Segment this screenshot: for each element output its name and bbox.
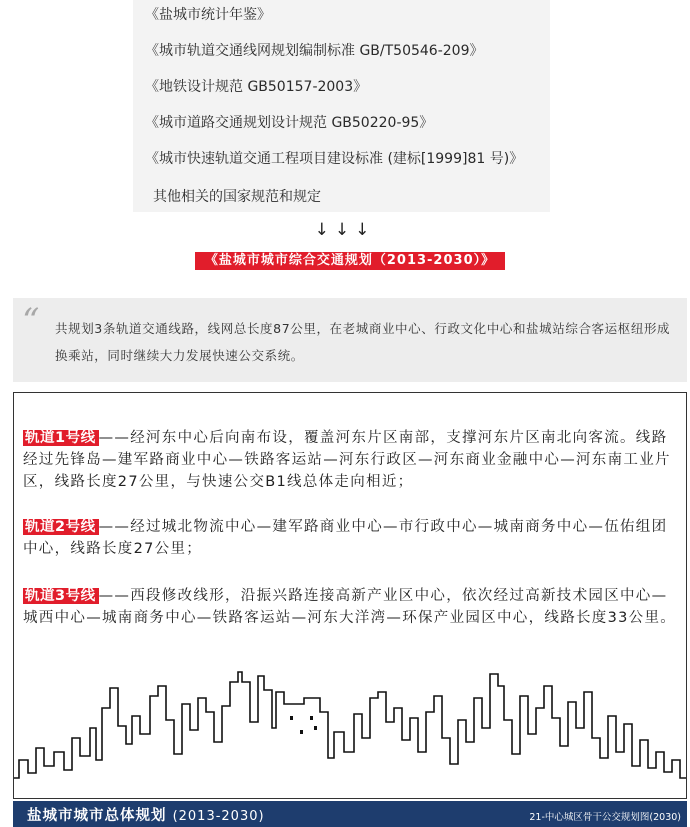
footer-title-main: 盐城市城市总体规划: [27, 808, 167, 824]
reference-item: 《地铁设计规范 GB50157-2003》: [145, 79, 368, 95]
reference-item: 其他相关的国家规范和规定: [153, 189, 321, 205]
rail-line-1: [23, 427, 683, 493]
footer-title: [27, 804, 265, 825]
skyline-window: [300, 730, 303, 734]
reference-item: 《城市快速轨道交通工程项目建设标准 (建标[1999]81 号)》: [145, 151, 524, 167]
skyline-window: [310, 716, 313, 720]
result-title: 《盐城市城市综合交通规划（2013-2030）》: [195, 252, 505, 270]
footer-page-label: 21-中心城区骨干公交规划图(2030): [529, 812, 681, 823]
skyline-window: [314, 726, 317, 730]
rail-line-3: [23, 585, 683, 629]
line-label: 轨道3号线: [23, 588, 99, 604]
reference-list: [133, 0, 550, 212]
footer-bar: [13, 801, 687, 827]
quote-text: 共规划3条轨道交通线路，线网总长度87公里，在老城商业中心、行政文化中心和盐城站综合客运枢纽形成换乘站，同时继续大力发展快速公交系统。: [55, 321, 671, 363]
line-label: 轨道1号线: [23, 430, 99, 446]
line-label: 轨道2号线: [23, 519, 99, 535]
reference-item: 《城市道路交通规划设计规范 GB50220-95》: [145, 115, 434, 131]
footer-title-years: (2013-2030): [172, 809, 265, 824]
line-description: ——西段修改线形，沿振兴路连接高新产业区中心，依次经过高新技术园区中心—城西中心—城南商务中心—铁路客运站—河东大洋湾—环保产业园区中心，线路长度33公里。: [23, 588, 677, 626]
rail-line-2: [23, 516, 683, 560]
down-arrows-icon: ↓↓↓: [314, 220, 376, 240]
reference-item: 《城市轨道交通线网规划编制标准 GB/T50546-209》: [145, 43, 484, 59]
reference-item: 《盐城市统计年鉴》: [145, 7, 271, 23]
line-description: ——经过城北物流中心—建军路商业中心—市行政中心—城南商务中心—伍佑组团中心，线路长度27公里；: [23, 519, 668, 557]
city-skyline-illustration: [14, 668, 686, 798]
quote-box: [13, 298, 687, 382]
quote-mark-icon: “: [22, 301, 40, 341]
skyline-window: [290, 716, 293, 720]
line-description: ——经河东中心后向南布设，覆盖河东片区南部，支撑河东片区南北向客流。线路经过先锋岛—建军路商业中心—铁路客运站—河东行政区—河东商业金融中心—河东南工业片区，线路长度27公里，与快速公交B1线总体走向相近；: [23, 430, 671, 490]
rail-lines-panel: [13, 392, 687, 799]
